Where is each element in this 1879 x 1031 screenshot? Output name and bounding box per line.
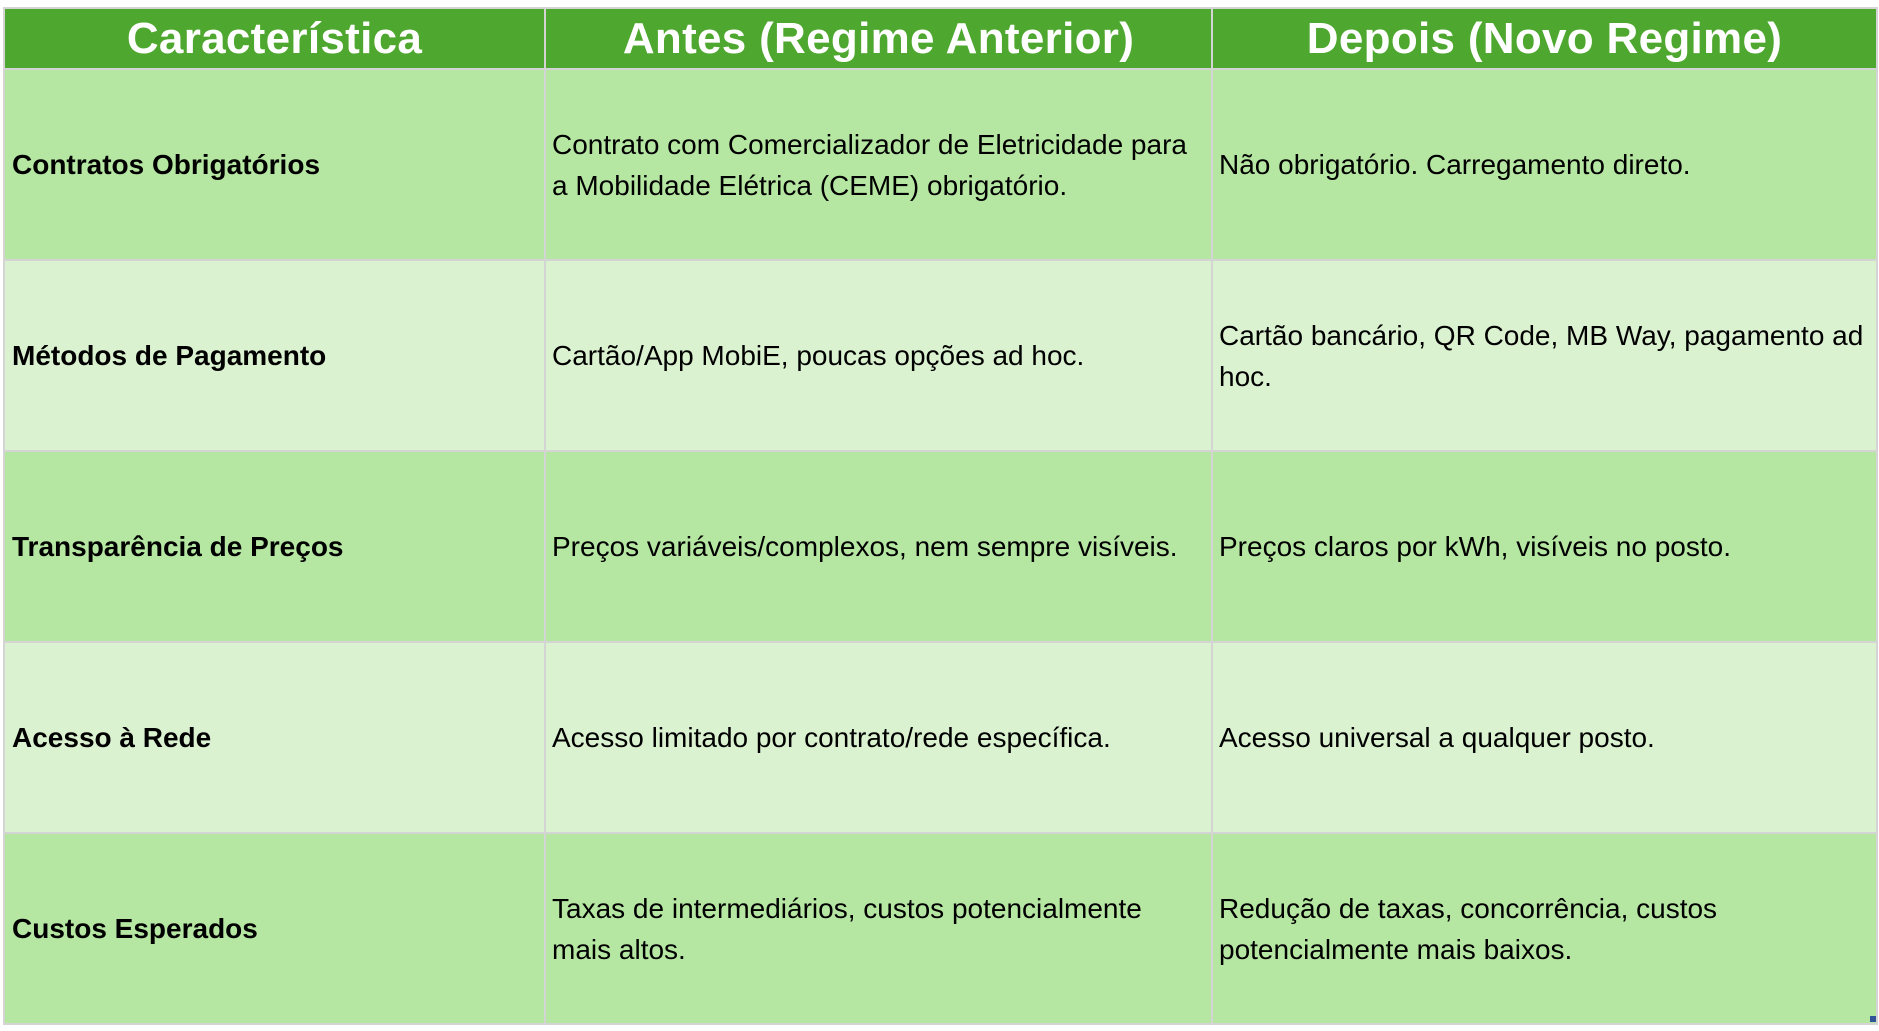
after-cell[interactable]: Preços claros por kWh, visíveis no posto.	[1212, 451, 1877, 642]
header-cell-caracteristica[interactable]: Característica	[4, 8, 545, 69]
after-cell[interactable]: Acesso universal a qualquer posto.	[1212, 642, 1877, 833]
before-cell[interactable]: Preços variáveis/complexos, nem sempre visíveis.	[545, 451, 1212, 642]
feature-cell[interactable]: Custos Esperados	[4, 833, 545, 1024]
after-cell[interactable]: Cartão bancário, QR Code, MB Way, pagamento ad hoc.	[1212, 260, 1877, 451]
header-cell-depois[interactable]: Depois (Novo Regime)	[1212, 8, 1877, 69]
before-cell[interactable]: Contrato com Comercializador de Eletricidade para a Mobilidade Elétrica (CEME) obrigatório.	[545, 69, 1212, 260]
table-row	[4, 833, 1877, 1024]
comparison-table	[3, 7, 1878, 1025]
after-cell[interactable]: Não obrigatório. Carregamento direto.	[1212, 69, 1877, 260]
feature-cell[interactable]: Acesso à Rede	[4, 642, 545, 833]
before-cell[interactable]: Acesso limitado por contrato/rede específica.	[545, 642, 1212, 833]
feature-cell[interactable]: Métodos de Pagamento	[4, 260, 545, 451]
table-row	[4, 260, 1877, 451]
table-row	[4, 451, 1877, 642]
table-row	[4, 642, 1877, 833]
feature-cell[interactable]: Transparência de Preços	[4, 451, 545, 642]
after-cell[interactable]: Redução de taxas, concorrência, custos potencialmente mais baixos.	[1212, 833, 1877, 1024]
before-cell[interactable]: Taxas de intermediários, custos potencialmente mais altos.	[545, 833, 1212, 1024]
before-cell[interactable]: Cartão/App MobiE, poucas opções ad hoc.	[545, 260, 1212, 451]
table-resize-handle[interactable]	[1870, 1016, 1876, 1022]
table-row	[4, 69, 1877, 260]
header-row	[4, 8, 1877, 69]
header-cell-antes[interactable]: Antes (Regime Anterior)	[545, 8, 1212, 69]
feature-cell[interactable]: Contratos Obrigatórios	[4, 69, 545, 260]
